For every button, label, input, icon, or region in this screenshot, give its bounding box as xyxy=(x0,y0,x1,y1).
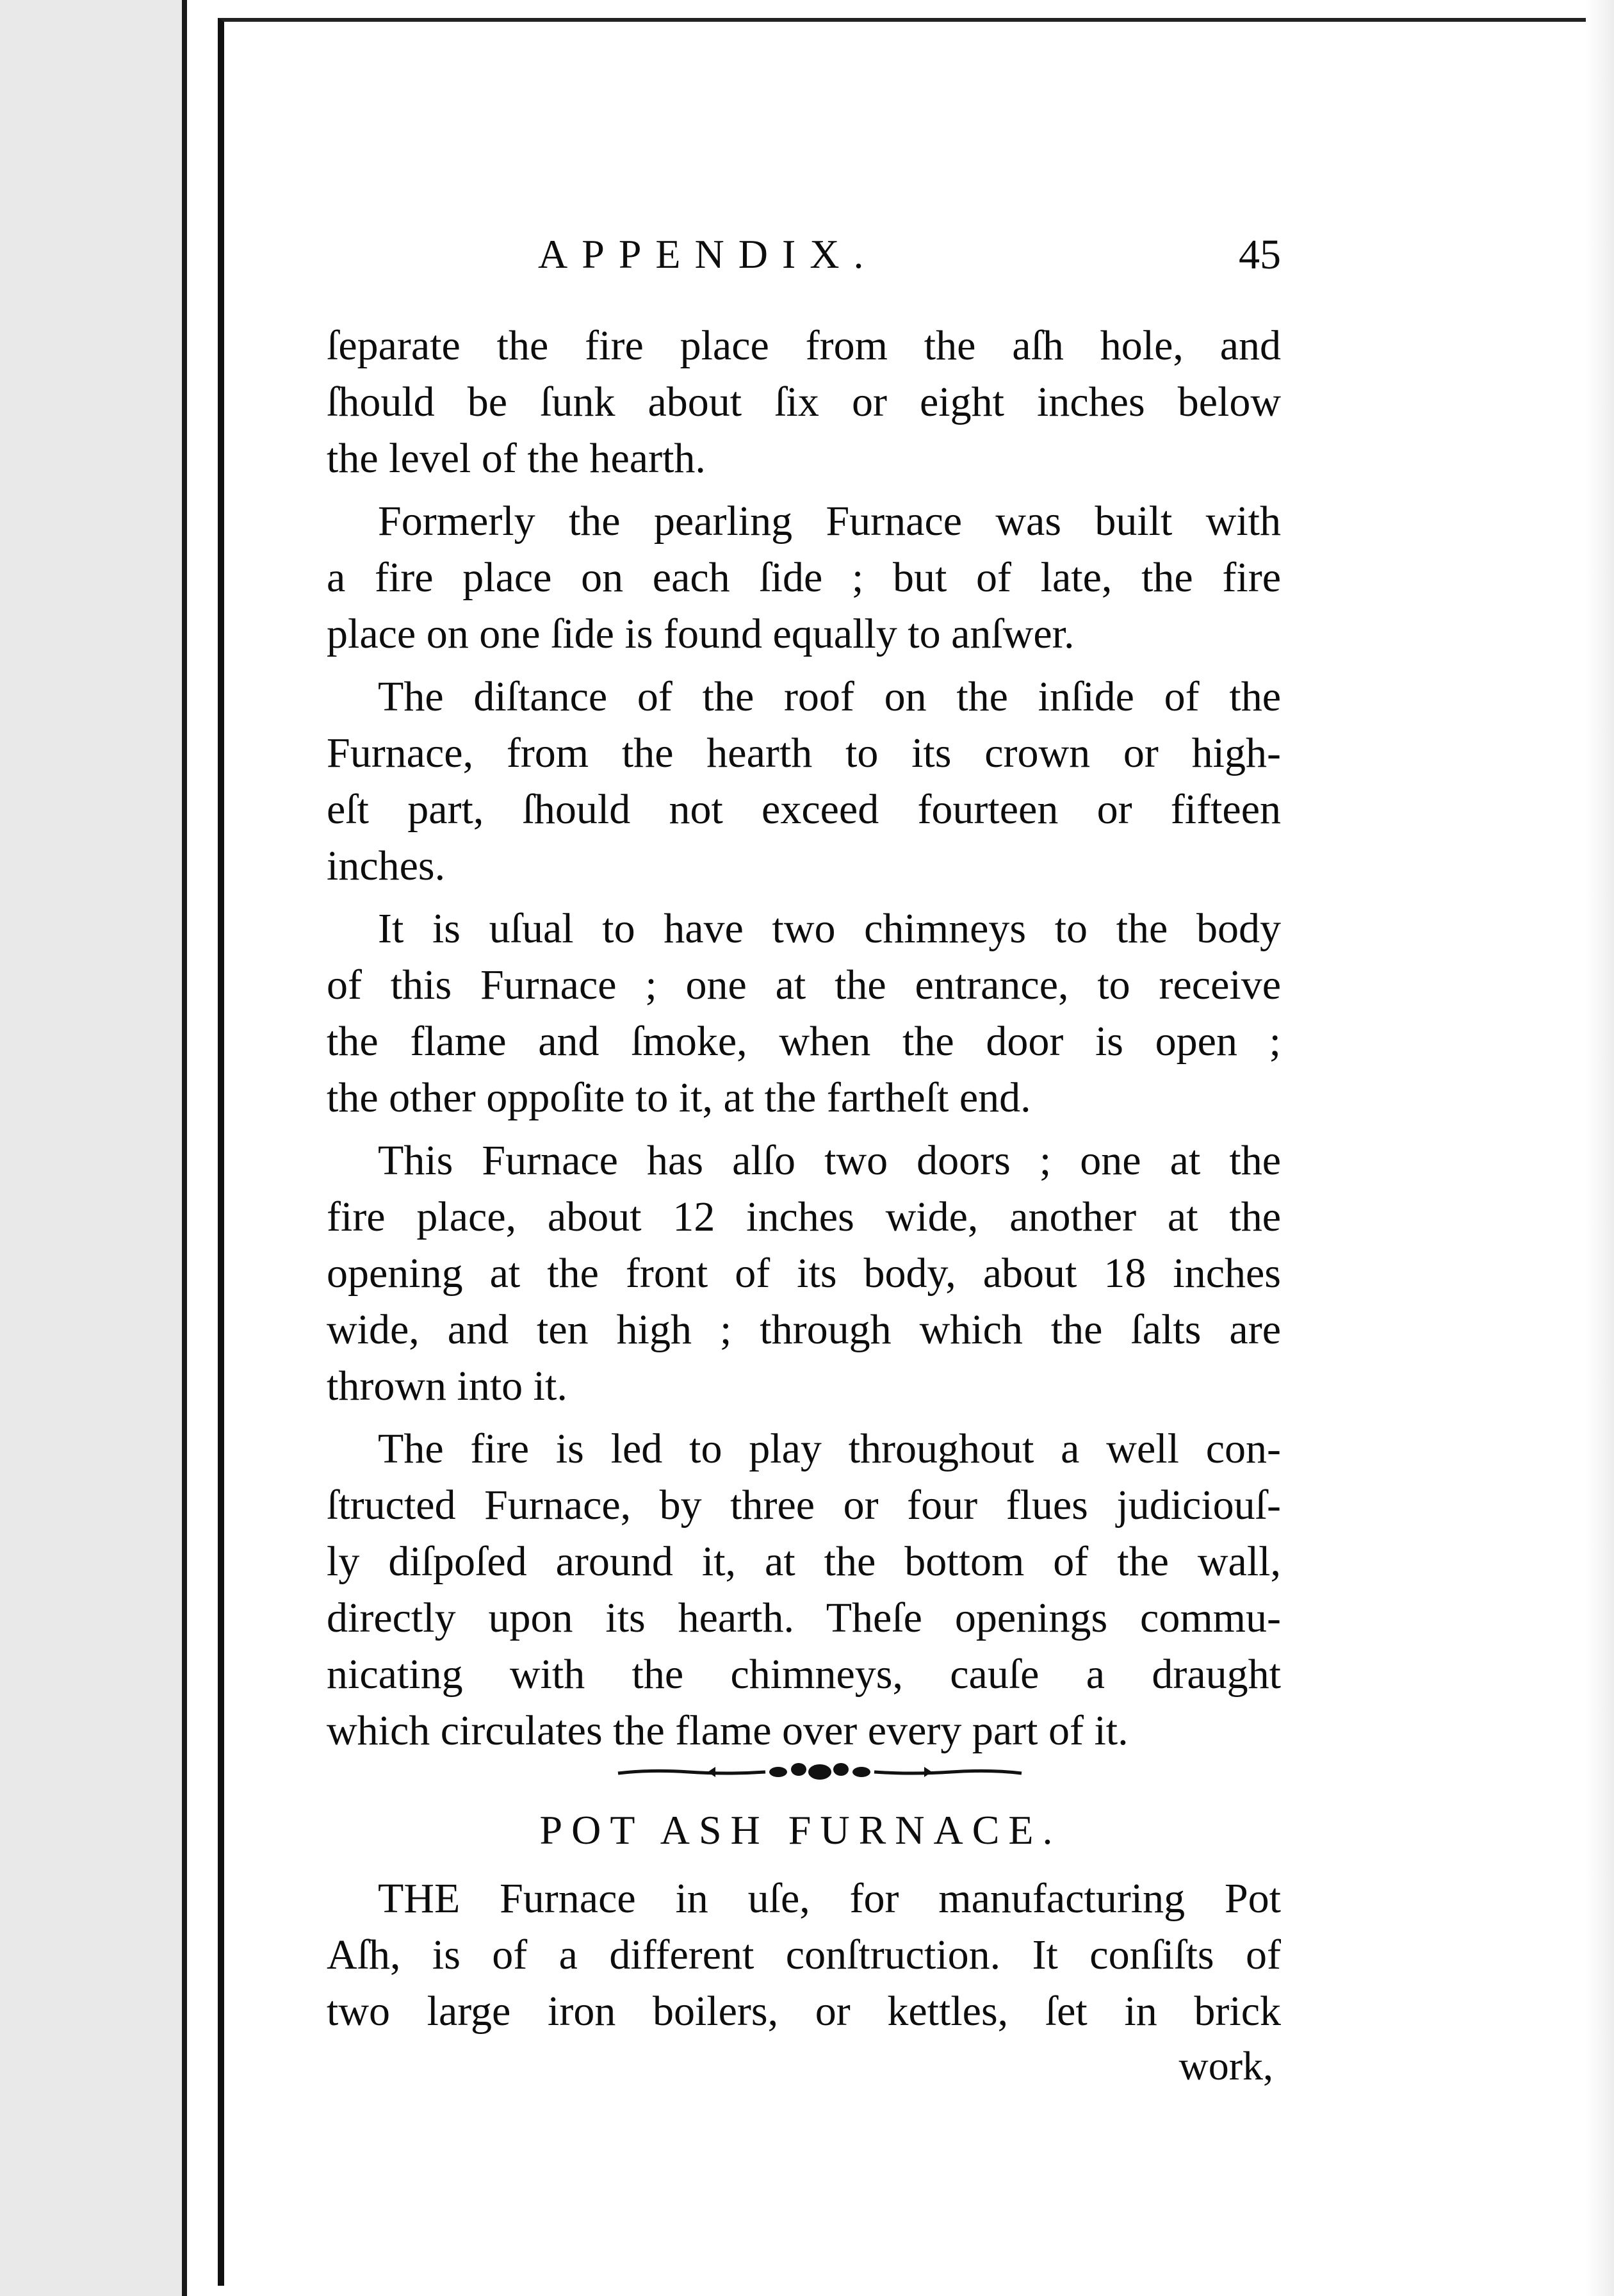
running-title: APPENDIX. xyxy=(538,231,878,277)
section-heading: POT ASH FURNACE. xyxy=(539,1807,1062,1853)
text-line: directly upon its hearth. Theſe openings commu- xyxy=(327,1595,1281,1641)
text-line: thrown into it. xyxy=(327,1363,567,1409)
text-line: This Furnace has alſo two doors ; one at the xyxy=(378,1137,1281,1184)
running-head xyxy=(320,231,1281,301)
text-line: of this Furnace ; one at the entrance, to receive xyxy=(327,962,1281,1008)
facing-page-edge xyxy=(0,0,187,2296)
text-line: The fire is led to play throughout a well con- xyxy=(378,1425,1281,1472)
text-line: Furnace, from the hearth to its crown or high- xyxy=(327,730,1281,776)
text-line: wide, and ten high ; through which the ſalts are xyxy=(327,1306,1281,1353)
paragraph xyxy=(327,318,1281,487)
paragraph xyxy=(327,1421,1281,1759)
text-line: the other oppoſite to it, at the fartheſt end. xyxy=(327,1074,1031,1121)
section-body-text xyxy=(327,1871,1281,2040)
ornament-rule xyxy=(612,1759,1028,1785)
page-number: 45 xyxy=(1239,231,1281,278)
text-line: ſtructed Furnace, by three or four flues judiciouſ- xyxy=(327,1482,1281,1529)
text-line: Formerly the pearling Furnace was built with xyxy=(378,498,1281,545)
book-gutter xyxy=(187,0,218,2296)
text-line: a fire place on each ſide ; but of late, the fire xyxy=(327,554,1281,601)
paragraph xyxy=(327,493,1281,662)
text-line: which circulates the flame over every part of it. xyxy=(327,1707,1129,1754)
text-line: It is uſual to have two chimneys to the body xyxy=(378,905,1281,952)
text-line: two large iron boilers, or kettles, ſet in brick xyxy=(327,1988,1281,2035)
text-line: ſhould be ſunk about ſix or eight inches below xyxy=(327,379,1281,425)
text-line: place on one ſide is found equally to anſwer. xyxy=(327,611,1075,657)
text-line: ly diſpoſed around it, at the bottom of the wall, xyxy=(327,1538,1281,1585)
text-line: The diſtance of the roof on the inſide of the xyxy=(378,673,1281,720)
text-line: the flame and ſmoke, when the door is open ; xyxy=(327,1018,1281,1065)
text-line: ſeparate the fire place from the aſh hole, and xyxy=(327,322,1281,369)
text-line: inches. xyxy=(327,842,446,889)
body-text xyxy=(327,318,1281,1759)
paragraph xyxy=(327,1133,1281,1414)
catchword: work, xyxy=(1178,2043,1273,2088)
paragraph xyxy=(327,901,1281,1126)
text-line: THE Furnace in uſe, for manufacturing Pot xyxy=(378,1875,1281,1922)
text-line: the level of the hearth. xyxy=(327,435,706,482)
text-line: Aſh, is of a different conſtruction. It conſiſts of xyxy=(327,1931,1281,1978)
paragraph xyxy=(327,669,1281,894)
text-line: fire place, about 12 inches wide, another at the xyxy=(327,1193,1281,1240)
page-edge-shadow xyxy=(1586,0,1614,2296)
text-line: opening at the front of its body, about 18 inches xyxy=(327,1250,1281,1297)
text-line: nicating with the chimneys, cauſe a draught xyxy=(327,1651,1281,1698)
text-line: eſt part, ſhould not exceed fourteen or fifteen xyxy=(327,786,1281,833)
